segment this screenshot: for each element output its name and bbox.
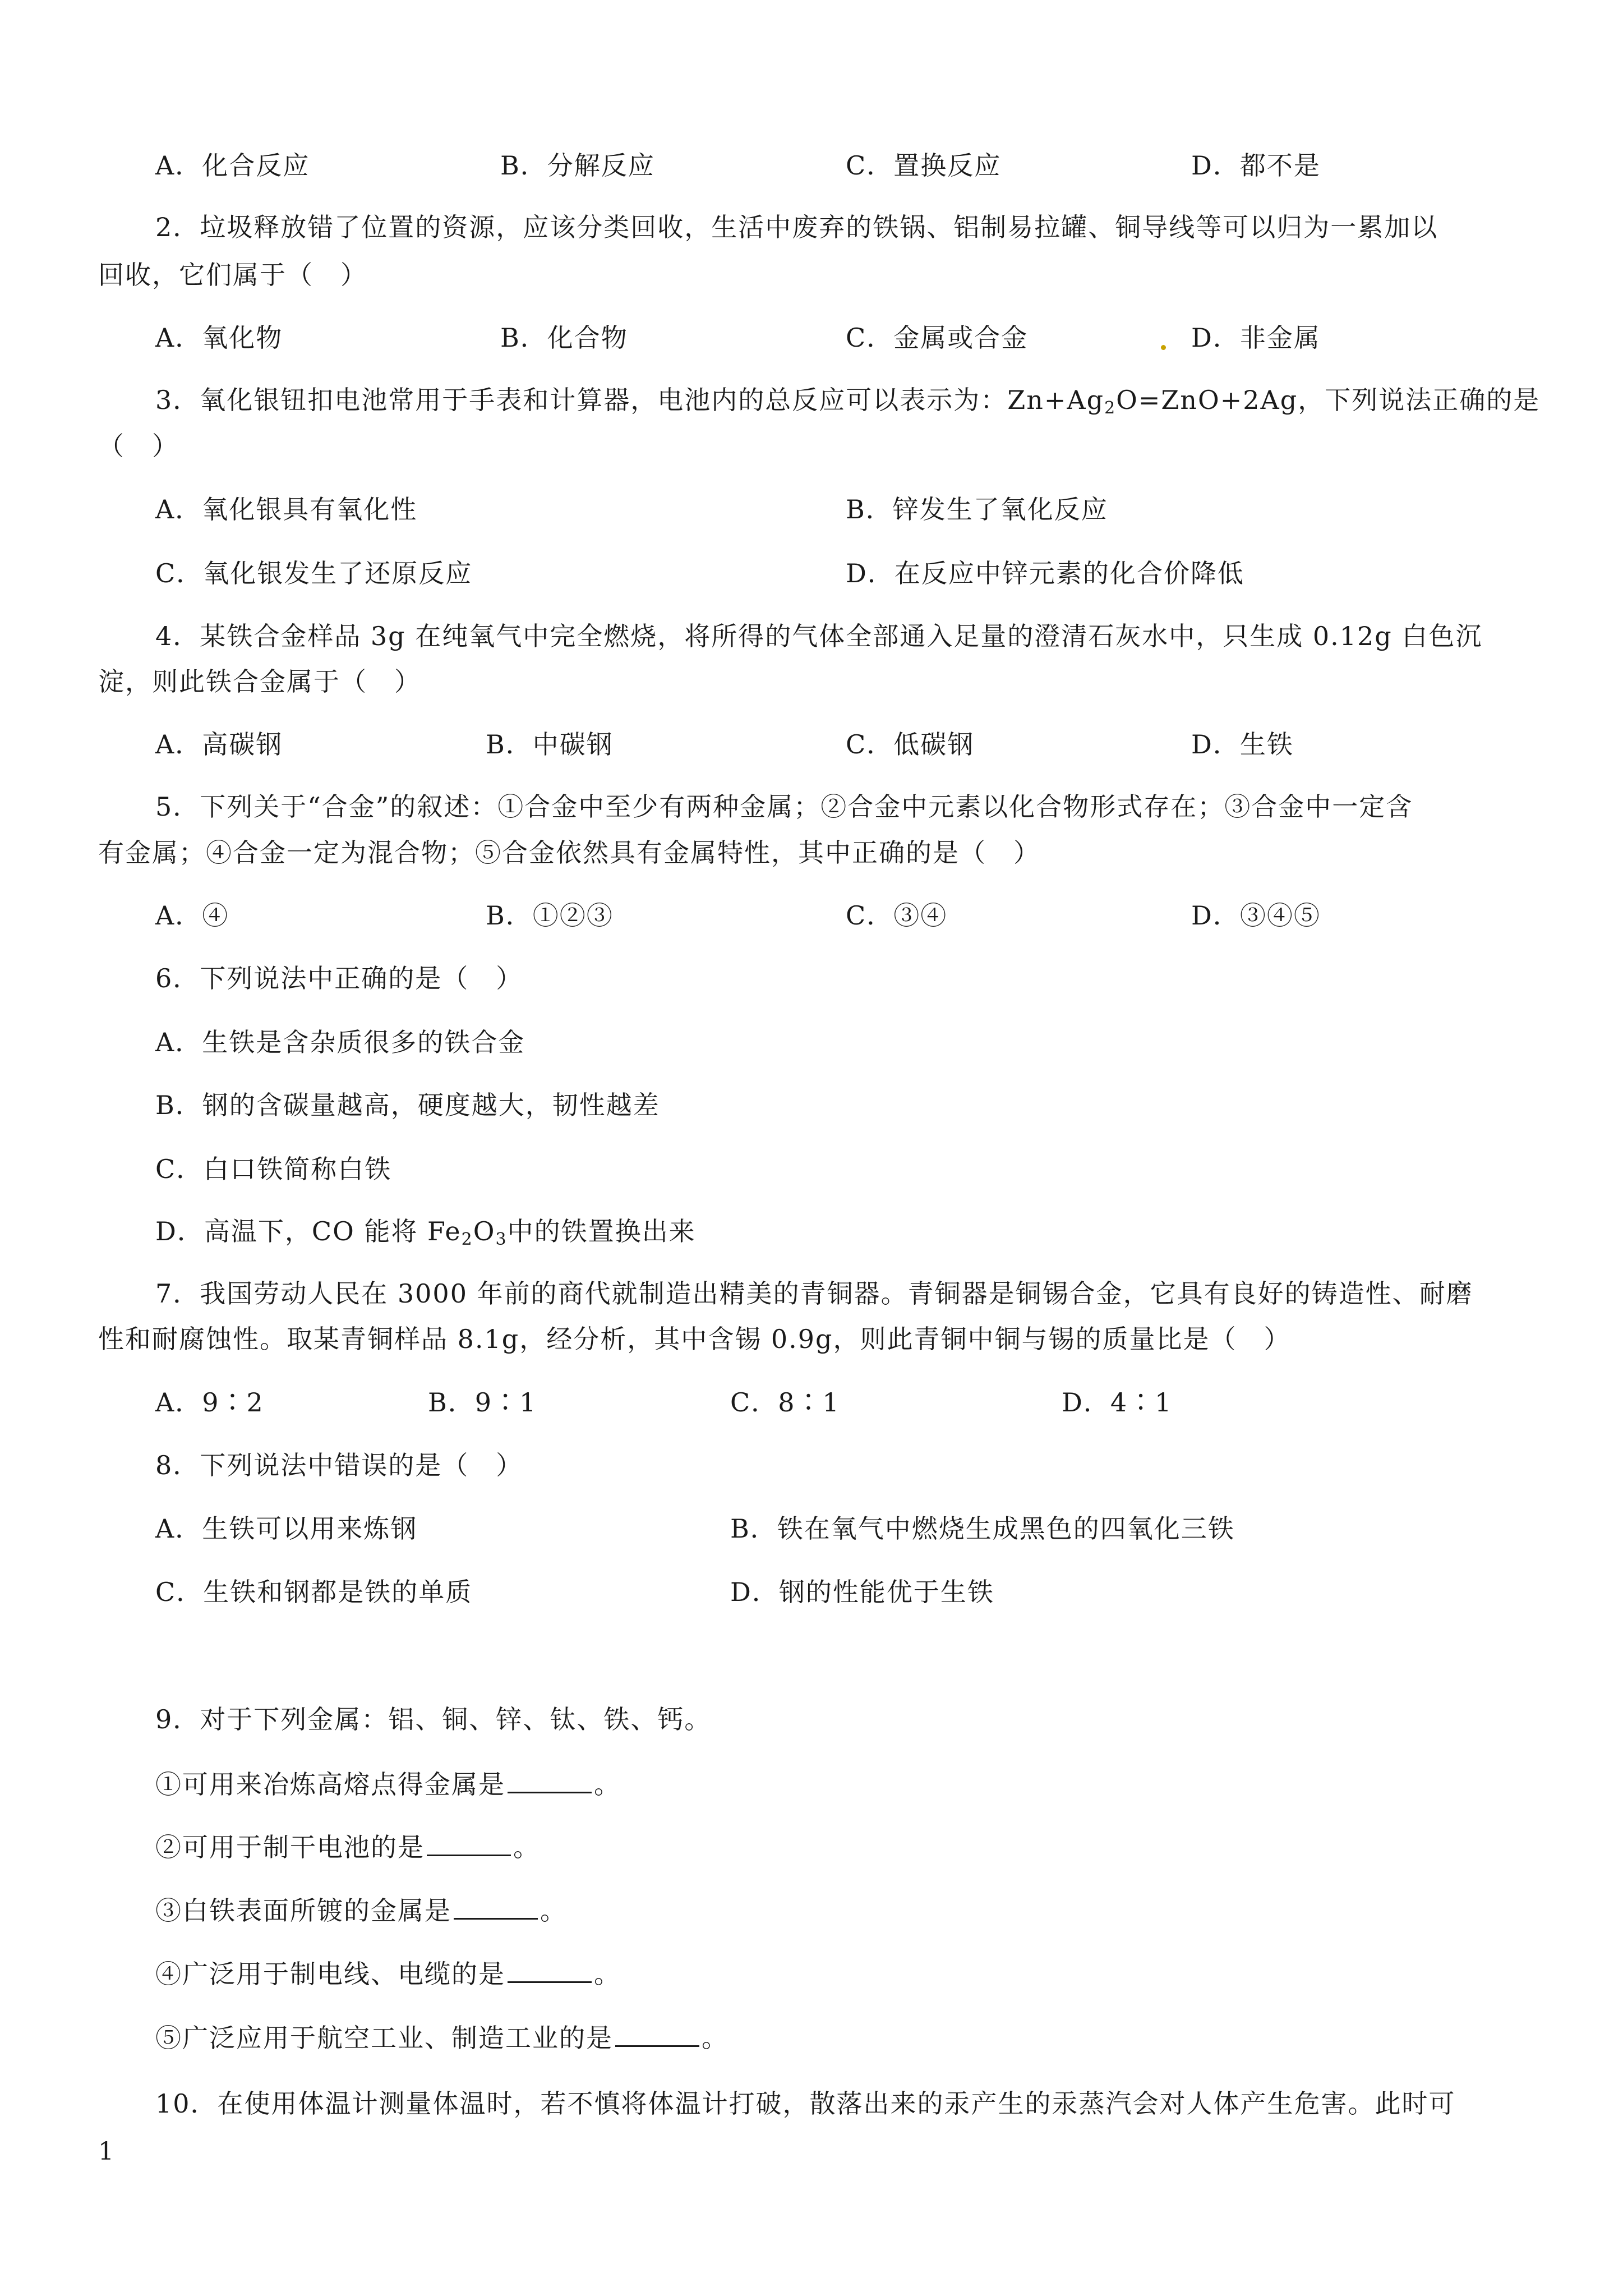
q4-option-a: A．高碳钢: [155, 729, 283, 760]
q3-stem-line2: （ ）: [98, 431, 179, 461]
q4-stem-line1: 4．某铁合金样品 3g 在纯氧气中完全燃烧，将所得的气体全部通入足量的澄清石灰水中，只生成 0.12g 白色沉: [155, 621, 1483, 651]
q1-option-c: C．置换反应: [846, 150, 1002, 181]
q3-option-b: B．锌发生了氧化反应: [846, 494, 1108, 524]
page-number: 1: [98, 2137, 114, 2166]
q5-option-a: A．④: [155, 900, 229, 931]
q9-sub-3: ③白铁表面所镀的金属是 。: [155, 1893, 567, 1927]
q5-stem-line1: 5．下列关于“合金”的叙述：①合金中至少有两种金属；②合金中元素以化合物形式存在；③合金中一定含: [155, 792, 1413, 822]
q1-option-d: D．都不是: [1191, 150, 1321, 181]
q4-option-d: D．生铁: [1191, 729, 1294, 760]
q7-option-d: D．4∶1: [1062, 1387, 1173, 1418]
q8-option-a: A．生铁可以用来炼钢: [155, 1513, 418, 1544]
q2-stem-line2: 回收，它们属于（ ）: [98, 260, 367, 290]
q10-stem-line1: 10．在使用体温计测量体温时，若不慎将体温计打破，散落出来的汞产生的汞蒸汽会对人体产生危害。此时可: [155, 2088, 1456, 2119]
q3-option-d: D．在反应中锌元素的化合价降低: [846, 558, 1244, 588]
q9-sub-5: ⑤广泛应用于航空工业、制造工业的是 。: [155, 2021, 728, 2055]
q5-option-b: B．①②③: [486, 900, 614, 931]
q7-option-a: A．9∶2: [155, 1387, 264, 1418]
q7-stem-line2: 性和耐腐蚀性。取某青铜样品 8.1g，经分析，其中含锡 0.9g，则此青铜中铜与锡的质量比是（ ）: [98, 1324, 1291, 1354]
q8-option-c: C．生铁和钢都是铁的单质: [155, 1577, 473, 1607]
q2-option-c: C．金属或合金: [846, 323, 1029, 353]
q6-stem: 6．下列说法中正确的是（ ）: [155, 963, 523, 993]
q2-option-b: B．化合物: [500, 323, 628, 353]
q7-stem-line1: 7．我国劳动人民在 3000 年前的商代就制造出精美的青铜器。青铜器是铜锡合金，它具有良好的铸造性、耐磨: [155, 1278, 1473, 1309]
q2-stem-line1: 2．垃圾释放错了位置的资源，应该分类回收，生活中废弃的铁锅、铝制易拉罐、铜导线等可以归为一累加以: [155, 212, 1438, 242]
answer-blank[interactable]: [615, 2021, 699, 2047]
q9-sub-2: ②可用于制干电池的是 。: [155, 1830, 540, 1864]
q4-option-b: B．中碳钢: [486, 729, 614, 760]
q9-sub-4: ④广泛用于制电线、电缆的是 。: [155, 1957, 621, 1991]
answer-blank[interactable]: [508, 1957, 592, 1983]
q4-option-c: C．低碳钢: [846, 729, 975, 760]
q5-option-d: D．③④⑤: [1191, 900, 1321, 931]
q2-option-d: D．非金属: [1191, 323, 1321, 353]
q6-option-d: D．高温下，CO 能将 $Fe_2O_3$中的铁置换出来: [155, 1216, 696, 1249]
q6-option-b: B．钢的含碳量越高，硬度越大，韧性越差: [155, 1090, 660, 1120]
q3-option-c: C．氧化银发生了还原反应: [155, 558, 473, 588]
q1-option-a: A．化合反应: [155, 150, 310, 181]
q5-stem-line2: 有金属；④合金一定为混合物；⑤合金依然具有金属特性，其中正确的是（ ）: [98, 838, 1040, 868]
q6-option-a: A．生铁是含杂质很多的铁合金: [155, 1027, 525, 1057]
answer-blank[interactable]: [508, 1767, 592, 1793]
q2-option-a: A．氧化物: [155, 323, 283, 353]
q9-sub-1: ①可用来冶炼高熔点得金属是 。: [155, 1767, 621, 1801]
q3-stem-line1: 3．氧化银钮扣电池常用于手表和计算器，电池内的总反应可以表示为：$Zn+Ag_2O=ZnO+2Ag$，下列说法正确的是: [155, 385, 1541, 418]
q7-option-b: B．9∶1: [428, 1387, 537, 1418]
stray-dot: [1161, 345, 1166, 350]
answer-blank[interactable]: [427, 1830, 511, 1856]
answer-blank[interactable]: [454, 1893, 538, 1920]
q7-option-c: C．8∶1: [730, 1387, 840, 1418]
q8-option-b: B．铁在氧气中燃烧生成黑色的四氧化三铁: [730, 1513, 1235, 1544]
q8-option-d: D．钢的性能优于生铁: [730, 1577, 994, 1607]
q5-option-c: C．③④: [846, 900, 948, 931]
q3-option-a: A．氧化银具有氧化性: [155, 494, 418, 524]
q4-stem-line2: 淀，则此铁合金属于（ ）: [98, 666, 421, 697]
q6-option-c: C．白口铁简称白铁: [155, 1154, 392, 1184]
q9-stem: 9．对于下列金属：铝、铜、锌、钛、铁、钙。: [155, 1704, 712, 1734]
q8-stem: 8．下列说法中错误的是（ ）: [155, 1450, 523, 1480]
q1-option-b: B．分解反应: [500, 150, 655, 181]
